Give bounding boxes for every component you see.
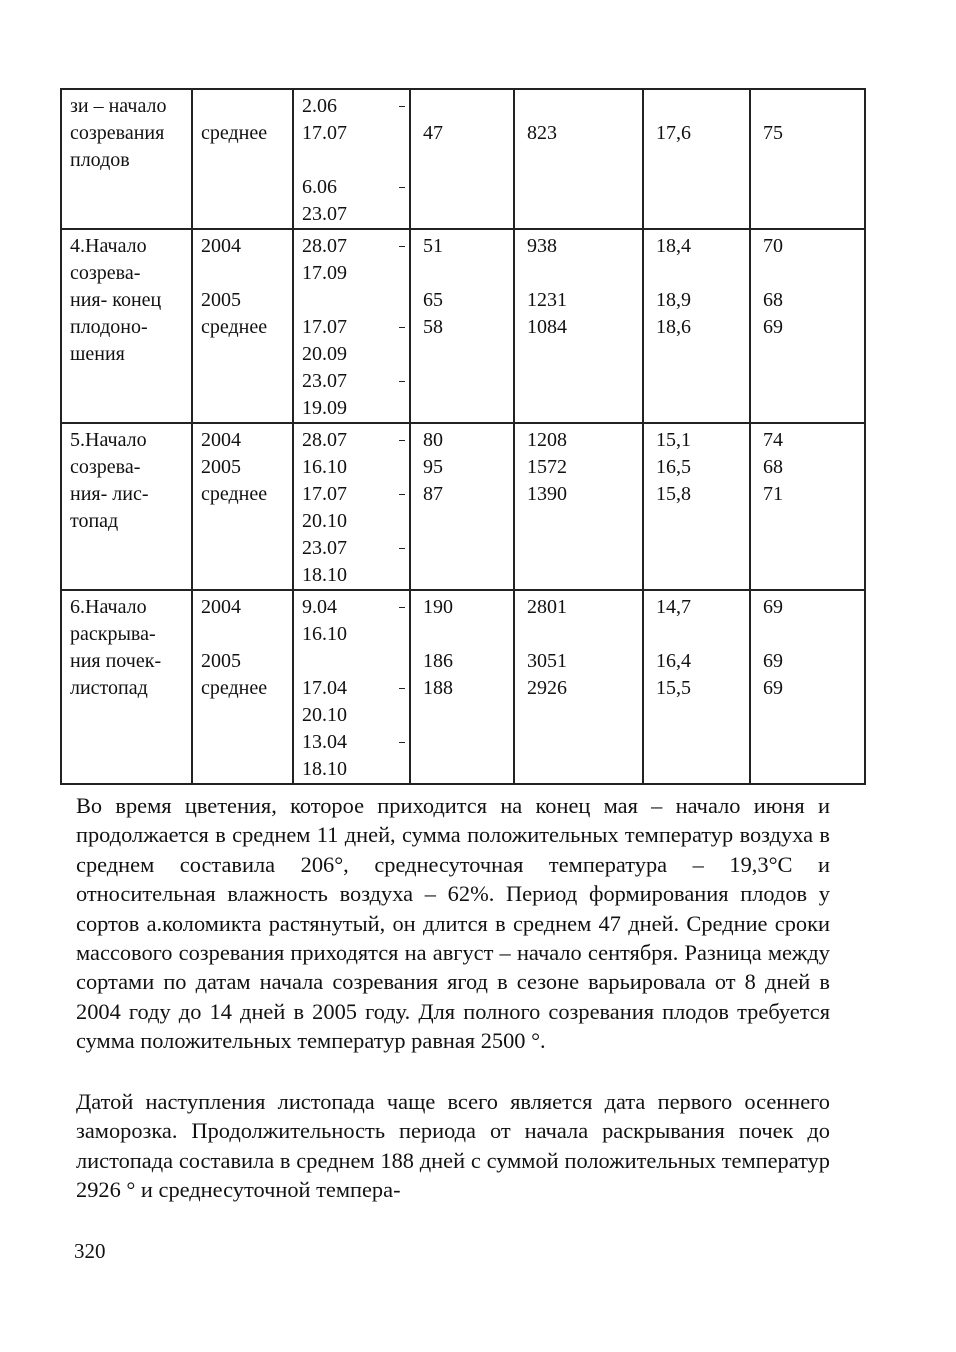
year-cell: [192, 89, 293, 229]
range-dash: [399, 327, 405, 328]
phase-line: плодов: [70, 149, 130, 171]
value-line: 47: [423, 122, 443, 144]
value-line: 14,7: [656, 596, 691, 618]
value-line: 186: [423, 650, 453, 672]
year-line: среднее: [201, 677, 268, 699]
date-line: [302, 756, 409, 783]
value-line: 18,4: [656, 235, 691, 257]
phase-line: созревания: [70, 122, 165, 144]
value-line: 74: [763, 429, 783, 451]
value-line: 69: [763, 650, 783, 672]
year-line: 2005: [201, 289, 241, 311]
value-line: 75: [763, 122, 783, 144]
value-line: 58: [423, 316, 443, 338]
date-line: [302, 395, 409, 422]
value-line: 16,4: [656, 650, 691, 672]
range-dash: [399, 440, 405, 441]
year-cell: [192, 590, 293, 784]
date-line: [302, 675, 409, 702]
value-line: 68: [763, 289, 783, 311]
dates-cell: [293, 229, 410, 423]
value-line: [656, 621, 749, 648]
date-line: [302, 454, 409, 481]
date-text: 23.07: [302, 203, 347, 225]
date-line: [302, 648, 409, 675]
date-line: [302, 729, 409, 756]
date-line: [302, 260, 409, 287]
phase-line: 6.Начало: [70, 596, 147, 618]
year-line: [201, 174, 292, 201]
date-text: 28.07: [302, 235, 347, 257]
date-line: [302, 368, 409, 395]
value-line: 51: [423, 235, 443, 257]
year-line: 2004: [201, 596, 241, 618]
value-line: 823: [527, 122, 557, 144]
dates-cell: [293, 590, 410, 784]
phase-line: созрева-: [70, 262, 141, 284]
phase-line: плодоно-: [70, 316, 148, 338]
value-line: [423, 260, 513, 287]
mean-temp-cell: [643, 89, 750, 229]
date-line: [302, 535, 409, 562]
value-line: 1390: [527, 483, 567, 505]
value-line: 3051: [527, 650, 567, 672]
value-line: 65: [423, 289, 443, 311]
phase-line: ния- лис-: [70, 483, 149, 505]
phase-line: ния- конец: [70, 289, 162, 311]
paragraph-flowering: Во время цветения, которое приходится на конец мая – начало июня и продолжается в среднем 11 дней, сумма положительных температур воздуха в среднем составила 206°, среднесуточная температура – 19,3°С и относительная влажность воздуха – 62%. Период формирования плодов у сортов а.коломикта растянутый, он длится в среднем 47 дней. Средние сроки массового созревания приходятся на август – начало сентября. Разница между сортами по датам начала созревания ягод в сезоне варьировала от 8 дней в 2004 году до 14 дней в 2005 году. Для полного созревания плодов требуется сумма положительных температур равная 2500 °.: [76, 793, 830, 1054]
year-line: среднее: [201, 483, 268, 505]
table-row: [61, 590, 865, 784]
range-dash: [399, 742, 405, 743]
dates-cell: [293, 89, 410, 229]
mean-temp-cell: [643, 229, 750, 423]
date-line: [302, 287, 409, 314]
humidity-cell: [750, 229, 865, 423]
date-text: 28.07: [302, 429, 347, 451]
date-line: [302, 174, 409, 201]
value-line: [763, 93, 864, 120]
range-dash: [399, 187, 405, 188]
value-line: [763, 260, 864, 287]
duration-cell: [410, 89, 514, 229]
year-line: 2004: [201, 235, 241, 257]
mean-temp-cell: [643, 423, 750, 590]
year-line: [201, 147, 292, 174]
phase-line: созрева-: [70, 456, 141, 478]
date-text: 23.07: [302, 537, 347, 559]
value-line: [423, 621, 513, 648]
value-line: 80: [423, 429, 443, 451]
range-dash: [399, 607, 405, 608]
date-line: [302, 93, 409, 120]
phenology-table: [60, 88, 866, 785]
date-text: 2.06: [302, 95, 337, 117]
dates-cell: [293, 423, 410, 590]
value-line: 938: [527, 235, 557, 257]
table-row: [61, 229, 865, 423]
date-text: 20.10: [302, 704, 347, 726]
value-line: 68: [763, 456, 783, 478]
range-dash: [399, 246, 405, 247]
year-cell: [192, 229, 293, 423]
date-text: 17.07: [302, 122, 347, 144]
year-line: [201, 260, 292, 287]
value-line: 69: [763, 677, 783, 699]
value-line: [527, 93, 642, 120]
phase-line: 5.Начало: [70, 429, 147, 451]
date-line: [302, 314, 409, 341]
phase-line: топад: [70, 510, 119, 532]
date-text: 19.09: [302, 397, 347, 419]
value-line: 2801: [527, 596, 567, 618]
table-row: [61, 89, 865, 229]
date-line: [302, 120, 409, 147]
date-text: 17.07: [302, 483, 347, 505]
value-line: 15,5: [656, 677, 691, 699]
phase-cell: [61, 89, 192, 229]
date-line: [302, 508, 409, 535]
value-line: 18,9: [656, 289, 691, 311]
value-line: 1572: [527, 456, 567, 478]
date-text: 9.04: [302, 596, 337, 618]
date-text: 17.09: [302, 262, 347, 284]
value-line: 70: [763, 235, 783, 257]
date-line: [302, 621, 409, 648]
year-line: среднее: [201, 122, 268, 144]
date-text: 18.10: [302, 564, 347, 586]
value-line: 1084: [527, 316, 567, 338]
temp-sum-cell: [514, 590, 643, 784]
value-line: 87: [423, 483, 443, 505]
humidity-cell: [750, 423, 865, 590]
phase-line: раскрыва-: [70, 623, 156, 645]
value-line: 71: [763, 483, 783, 505]
year-line: [201, 621, 292, 648]
value-line: 188: [423, 677, 453, 699]
range-dash: [399, 494, 405, 495]
duration-cell: [410, 590, 514, 784]
value-line: [527, 260, 642, 287]
temp-sum-cell: [514, 423, 643, 590]
date-line: [302, 233, 409, 260]
date-text: 13.04: [302, 731, 347, 753]
phase-line: ния почек-: [70, 650, 162, 672]
value-line: [527, 621, 642, 648]
date-text: 16.10: [302, 456, 347, 478]
phase-line: шения: [70, 343, 125, 365]
range-dash: [399, 688, 405, 689]
value-line: 16,5: [656, 456, 691, 478]
date-text: 20.10: [302, 510, 347, 532]
range-dash: [399, 381, 405, 382]
temp-sum-cell: [514, 89, 643, 229]
date-text: 23.07: [302, 370, 347, 392]
value-line: [423, 93, 513, 120]
phase-line: листопад: [70, 677, 148, 699]
range-dash: [399, 106, 405, 107]
paragraph-leaf-fall: Датой наступления листопада чаще всего является дата первого осеннего заморозка. Продолжительность периода от начала раскрывания почек до листопада составила в среднем 188 дней с суммой положительных температур 2926 ° и среднесуточной темпера-: [76, 1089, 830, 1203]
year-cell: [192, 423, 293, 590]
year-line: 2005: [201, 650, 241, 672]
value-line: [656, 93, 749, 120]
date-line: [302, 594, 409, 621]
date-line: [302, 341, 409, 368]
value-line: 1231: [527, 289, 567, 311]
value-line: 190: [423, 596, 453, 618]
date-line: [302, 201, 409, 228]
date-line: [302, 427, 409, 454]
value-line: 15,8: [656, 483, 691, 505]
value-line: 17,6: [656, 122, 691, 144]
year-line: среднее: [201, 316, 268, 338]
date-text: 20.09: [302, 343, 347, 365]
page-number: 320: [74, 1239, 106, 1263]
value-line: [763, 621, 864, 648]
year-line: [201, 93, 292, 120]
value-line: [656, 260, 749, 287]
duration-cell: [410, 423, 514, 590]
date-text: 17.07: [302, 316, 347, 338]
value-line: 69: [763, 316, 783, 338]
value-line: 15,1: [656, 429, 691, 451]
humidity-cell: [750, 590, 865, 784]
humidity-cell: [750, 89, 865, 229]
date-text: 18.10: [302, 758, 347, 780]
year-line: 2004: [201, 429, 241, 451]
phase-cell: [61, 229, 192, 423]
table-row: [61, 423, 865, 590]
date-text: 17.04: [302, 677, 347, 699]
range-dash: [399, 548, 405, 549]
value-line: 1208: [527, 429, 567, 451]
date-line: [302, 702, 409, 729]
temp-sum-cell: [514, 229, 643, 423]
date-line: [302, 147, 409, 174]
date-line: [302, 481, 409, 508]
phase-line: 4.Начало: [70, 235, 147, 257]
phase-cell: [61, 423, 192, 590]
date-line: [302, 562, 409, 589]
phase-cell: [61, 590, 192, 784]
mean-temp-cell: [643, 590, 750, 784]
value-line: 95: [423, 456, 443, 478]
duration-cell: [410, 229, 514, 423]
date-text: 16.10: [302, 623, 347, 645]
date-text: 6.06: [302, 176, 337, 198]
phase-line: зи – начало: [70, 95, 167, 117]
value-line: 18,6: [656, 316, 691, 338]
year-line: 2005: [201, 456, 241, 478]
value-line: 2926: [527, 677, 567, 699]
value-line: 69: [763, 596, 783, 618]
